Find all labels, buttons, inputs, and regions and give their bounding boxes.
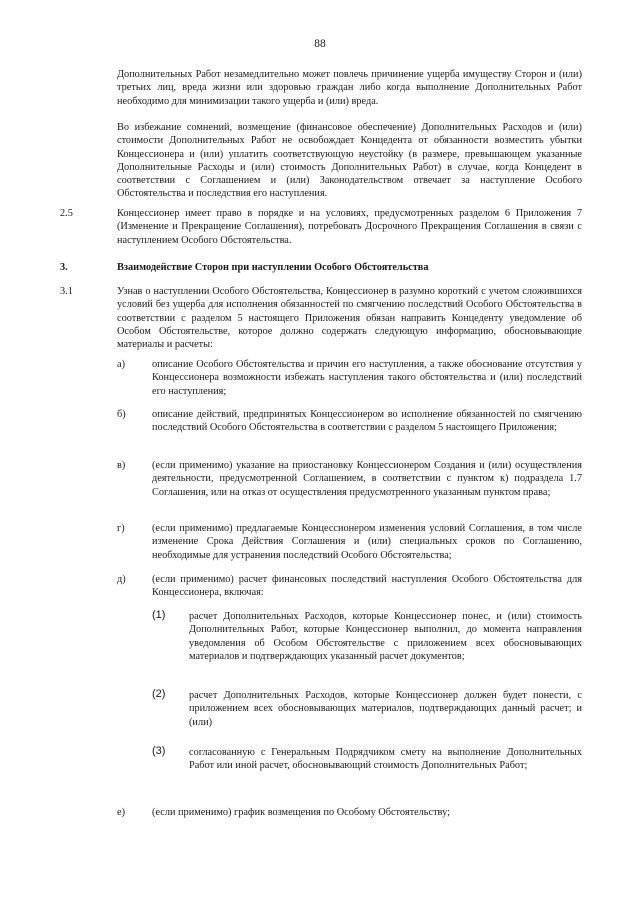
section-number: 3.: [60, 262, 68, 273]
item-label: д): [117, 574, 126, 585]
clause-number: 3.1: [60, 286, 73, 297]
item-text: (если применимо) расчет финансовых последствий наступления Особого Обстоятельства для Концессионера, включая:: [152, 574, 582, 599]
subitem-label: (3): [152, 745, 166, 757]
subitem-label: (2): [152, 688, 166, 700]
subitem-text: расчет Дополнительных Расходов, которые Концессионер должен будет понести, с приложением всех обосновывающих материалов, подтверждающих данный расчет; и (или): [189, 690, 582, 728]
item-text: (если применимо) указание на приостановку Концессионером Создания и (или) осуществления деятельности, предусмотренной Соглашением, в соответствии с пунктом к) подраздела 1.7 Соглашения, или на отказ от осуществления предусмотренного указанным пунктом права;: [152, 460, 582, 498]
item-text: описание Особого Обстоятельства и причин его наступления, а также обоснование отсутствия у Концессионера возможности избежать наступления такого обстоятельства и (или) последствий его наступления;: [152, 359, 582, 397]
item-text: (если применимо) предлагаемые Концессионером изменения условий Соглашения, в том числе изменение Срока Действия Соглашения и (или) специальных сроков по Соглашению, необходимые для устранения последствий Особого Обстоятельства;: [152, 523, 582, 561]
clause-text: Узнав о наступлении Особого Обстоятельства, Концессионер в разумно короткий с учетом сложившихся условий без ущерба для исполнения обязанностей по смягчению последствий Особого Обстоятельства в соответствии с разделом 5 настоящего Приложения обязан направить Концеденту уведомление об Особом Обстоятельстве, которое должно содержать следующую информацию, обосновывающие материалы и расчеты:: [117, 286, 582, 351]
clause-text: Концессионер имеет право в порядке и на условиях, предусмотренных разделом 6 Приложения 7 (Изменение и Прекращение Соглашения), потребовать Досрочного Прекращения Соглашения в связи с наступлением Особого Обстоятельства.: [117, 208, 582, 246]
item-label: а): [117, 359, 125, 370]
item-text: описание действий, предпринятых Концессионером во исполнение обязанностей по смягчению последствий Особого Обстоятельства в соответствии с разделом 5 настоящего Приложения;: [152, 409, 582, 434]
item-label: б): [117, 409, 126, 420]
subitem-label: (1): [152, 609, 166, 621]
item-label: е): [117, 807, 125, 818]
subitem-text: согласованную с Генеральным Подрядчиком смету на выполнение Дополнительных Работ или иной расчет, обосновывающий стоимость Дополнительных Работ;: [189, 747, 582, 772]
page-number: 88: [314, 38, 326, 50]
section-title: Взаимодействие Сторон при наступлении Особого Обстоятельства: [117, 262, 429, 273]
clarification-paragraph: Во избежание сомнений, возмещение (финансовое обеспечение) Дополнительных Расходов и (или) стоимости Дополнительных Работ не освобождает Концедента от обязанности возместить убытки Концессионера и (или) уплатить соответствующую неустойку (в размере, превышающем указанные Дополнительные Расходы и (или) стоимость Дополнительных Работ) в случае, когда Концедент в соответствии с Соглашением и (или) Законодательством отвечает за наступление Особого Обстоятельства и последствия его наступления.: [117, 122, 582, 200]
clause-number: 2.5: [60, 208, 73, 219]
item-label: в): [117, 460, 126, 471]
item-label: г): [117, 523, 125, 534]
item-text: (если применимо) график возмещения по Особому Обстоятельству;: [152, 807, 450, 818]
subitem-text: расчет Дополнительных Расходов, которые Концессионер понес, и (или) стоимость Дополнительных Работ, которые Концессионер выполнил, до момента направления уведомления об Особом Обстоятельстве с приложением всех обосновывающих материалов и подтверждающих указанный расчет документов;: [189, 611, 582, 662]
continuation-paragraph: Дополнительных Работ незамедлительно может повлечь причинение ущерба имуществу Сторон и (или) третьих лиц, вреда жизни или здоровью граждан либо когда выполнение Дополнительных Работ необходимо для минимизации такого ущерба и (или) вреда.: [117, 69, 582, 107]
